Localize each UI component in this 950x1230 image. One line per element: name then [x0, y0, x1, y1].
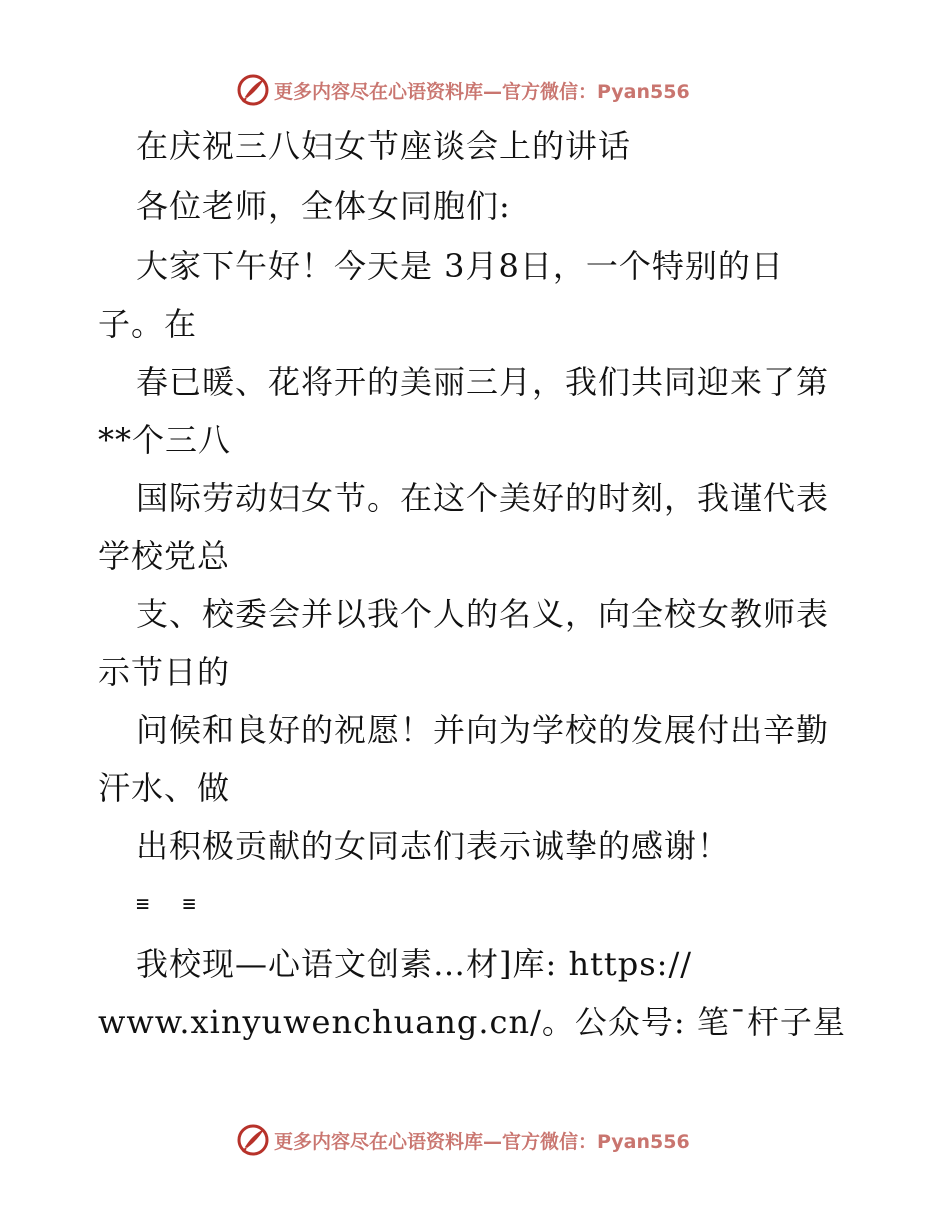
paragraph-line: 国际劳动妇女节。在这个美好的时刻，我谨代表 — [136, 479, 830, 517]
paragraph-line: 示节日的 — [98, 653, 231, 691]
salutation: 各位老师，全体女同胞们: — [136, 187, 511, 225]
paragraph-line: 支、校委会并以我个人的名义，向全校女教师表 — [136, 595, 830, 633]
quill-pen-icon — [236, 73, 270, 107]
document-title: 在庆祝三八妇女节座谈会上的讲话 — [136, 127, 632, 165]
paragraph-line: **个三八 — [98, 421, 232, 459]
paragraph-line: 大家下午好！今天是 3月8日，一个特别的日 — [136, 247, 784, 285]
ornament-marks: ≡ ≡ — [136, 892, 206, 917]
watermark-text: 更多内容尽在心语资料库—官方微信：Pyan556 — [274, 80, 690, 103]
quill-pen-icon — [236, 1123, 270, 1157]
paragraph-line: 子。在 — [98, 305, 198, 343]
paragraph-line: 春已暖、花将开的美丽三月，我们共同迎来了第 — [136, 363, 830, 401]
watermark-banner-top — [236, 72, 690, 108]
paragraph-line: 问候和良好的祝愿！并向为学校的发展付出辛勤 — [136, 711, 830, 749]
paragraph-line: 学校党总 — [98, 537, 231, 575]
watermark-banner-bottom — [236, 1122, 690, 1158]
paragraph-line: 汗水、做 — [98, 769, 231, 807]
watermark-text: 更多内容尽在心语资料库—官方微信：Pyan556 — [274, 1130, 690, 1153]
paragraph-line: 出积极贡献的女同志们表示诚挚的感谢！ — [136, 827, 731, 865]
footer-line-url: www.xinyuwenchuang.cn/。公众号: 笔¯杆子星 — [98, 1003, 846, 1041]
footer-line-source: 我校现—心语文创素…材]库: https:// — [136, 945, 693, 983]
